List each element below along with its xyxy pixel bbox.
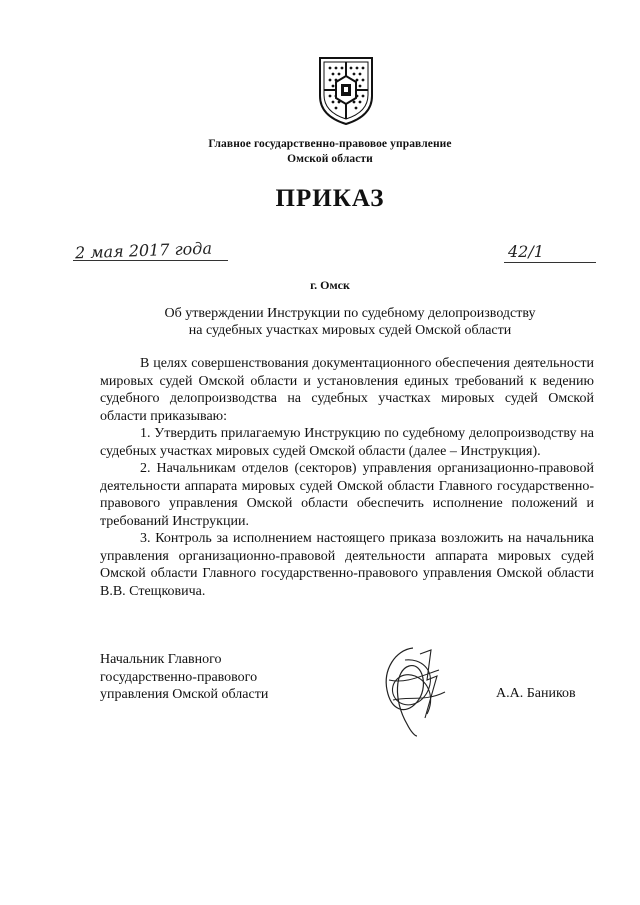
body-paragraph-item-3: 3. Контроль за исполнением настоящего приказа возложить на начальника управления организационно-правовой деятельности аппарата мировых судей Омской области Главного государственно-правового управления Омской области В.В. Стещковича.: [100, 531, 594, 599]
body-paragraph-item-2: 2. Начальникам отделов (секторов) управления организационно-правовой деятельности аппарата мировых судей Омской области Главного государственно-правового управления Омской области обеспечить исполнение положений и требований Инструкции.: [100, 461, 594, 529]
position-line-3: управления Омской области: [100, 687, 269, 702]
date-underline: [73, 260, 228, 261]
signatory-position: [100, 651, 300, 704]
body-paragraph-item-1: 1. Утвердить прилагаемую Инструкцию по судебному делопроизводству на судебных участках мировых судей Омской области (далее – Инструкция).: [100, 426, 594, 459]
document-body: [100, 355, 594, 600]
handwritten-order-number: 42/1: [508, 242, 544, 261]
org-name-line-1: Главное государственно-правовое управление: [208, 138, 452, 150]
subject-line-1: Об утверждении Инструкции по судебному делопроизводству: [164, 306, 536, 321]
handwritten-signature: [365, 640, 455, 740]
signer-name: А.А. Баников: [496, 686, 576, 701]
organization-header: [10, 137, 640, 167]
position-line-2: государственно-правового: [100, 669, 258, 685]
number-underline: [504, 262, 596, 263]
body-paragraph-intro: В целях совершенствования документационного обеспечения деятельности мировых судей Омской области и установления единых требований к ведению судебного делопроизводства на судебных участках мировых судей Омской области приказываю:: [100, 356, 594, 424]
handwritten-date: 2 мая 2017 года: [74, 238, 213, 263]
document-title: ПРИКАЗ: [275, 185, 385, 212]
org-name-line-2: Омской области: [287, 153, 373, 165]
document-subject: [100, 305, 600, 339]
subject-line-2: на судебных участках мировых судей Омской области: [188, 323, 512, 338]
position-line-1: Начальник Главного: [100, 652, 222, 667]
document-city: г. Омск: [310, 278, 350, 292]
coat-of-arms-emblem: [316, 54, 376, 126]
